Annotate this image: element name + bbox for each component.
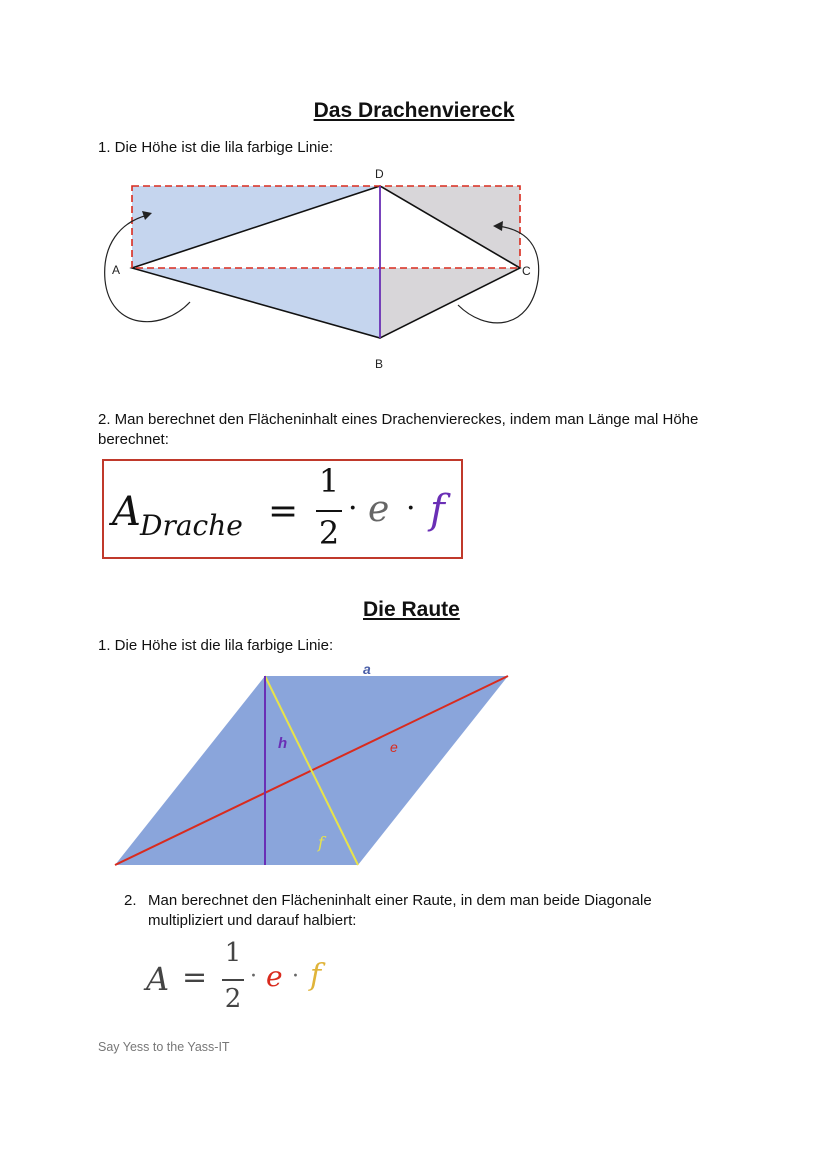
rhombus-formula-denominator: 2 (224, 984, 242, 1014)
rhombus-label-a: a (363, 661, 371, 677)
kite-formula-subscript: Drache (140, 509, 243, 542)
rhombus-formula-fraction-bar (222, 979, 244, 981)
kite-formula-f: f (430, 487, 445, 533)
rhombus-formula-lhs: A (146, 960, 170, 998)
kite-formula-fraction-bar (316, 510, 342, 512)
rhombus-label-e: e (390, 739, 398, 755)
kite-formula-lhs: A (112, 489, 141, 535)
rhombus-formula-dot2: · (292, 964, 299, 989)
rhombus-step2-text: Man berechnet den Flächeninhalt einer Raute, in dem man beide Diagonale multipliziert und darauf halbiert: (148, 892, 652, 929)
rhombus-label-h: h (278, 735, 288, 752)
kite-label-c: C (522, 264, 531, 278)
rhombus-step1-text: 1. Die Höhe ist die lila farbige Linie: (98, 637, 334, 654)
kite-step1-text: 1. Die Höhe ist die lila farbige Linie: (98, 139, 334, 156)
kite-formula-denominator: 2 (318, 514, 340, 552)
rhombus-formula-numerator: 1 (224, 938, 242, 968)
kite-formula-box (102, 459, 463, 559)
rhombus-formula (146, 938, 346, 1018)
kite-formula-numerator: 1 (318, 462, 340, 500)
rhombus-label-f: f (318, 833, 324, 852)
rhombus-formula-dot1: · (250, 964, 257, 989)
kite-formula-dot2: · (406, 491, 416, 526)
rhombus-formula-f: f (310, 958, 322, 993)
kite-formula-dot1: · (348, 491, 358, 526)
kite-label-a: A (112, 263, 121, 277)
rhombus-step2-number: 2. (124, 892, 137, 909)
rhombus-title: Die Raute (363, 598, 460, 621)
kite-diagram (90, 160, 560, 380)
kite-label-b: B (375, 357, 384, 371)
kite-formula-e: e (368, 489, 390, 530)
rhombus-formula-equals: = (182, 960, 208, 995)
kite-label-d: D (375, 167, 384, 181)
footer-text: Say Yess to the Yass-IT (98, 1040, 230, 1054)
rhombus-diagram (110, 660, 520, 872)
kite-formula-equals: = (268, 491, 299, 532)
rhombus-formula-e: e (266, 960, 283, 993)
kite-title: Das Drachenviereck (313, 99, 515, 122)
kite-step2-text: 2. Man berechnet den Flächeninhalt eines Drachenviereckes, indem man Länge mal Höhe berechnet: (98, 411, 699, 448)
